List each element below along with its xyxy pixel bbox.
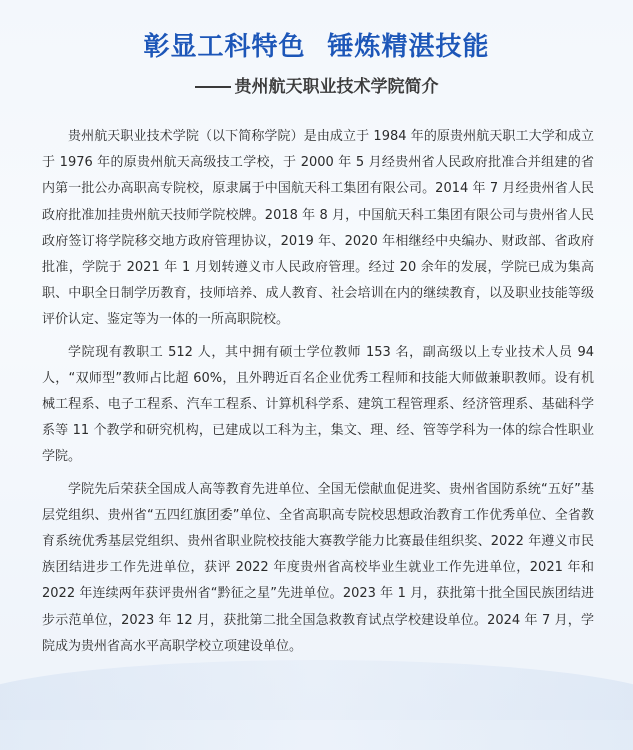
subtitle-dash-decoration (195, 86, 231, 88)
title-part-2: 锤炼精湛技能 (327, 32, 490, 62)
subtitle-text: 贵州航天职业技术学院简介 (234, 77, 439, 97)
decorative-wave-background (0, 660, 633, 750)
paragraph-2: 学院现有教职工 512 人，其中拥有硕士学位教师 153 名，副高级以上专业技术人员 94 人，“双师型”教师占比超 60%，且外聘近百名企业优秀工程师和技能大师做兼职教师。设有机械工程系、电子工程系、汽车工程系、计算机科学系、建筑工程管理系、经济管理系、基础科学系等 11 个教学和研究机构，已建成以工科为主，集文、理、经、管等学科为一体的综合性职业学院。 (42, 344, 594, 465)
page-title (0, 30, 633, 64)
title-part-1: 彰显工科特色 (143, 32, 306, 62)
paragraph-3: 学院先后荣获全国成人高等教育先进单位、全国无偿献血促进奖、贵州省国防系统“五好”基层党组织、贵州省“五四红旗团委”单位、全省高职高专院校思想政治教育工作优秀单位、全省教育系统优秀基层党组织、贵州省职业院校技能大赛教学能力比赛最佳组织奖、2022 年遵义市民族团结进步工作先进单位，获评 2022 年度贵州省高校毕业生就业工作先进单位，2021 年和 2022 年连续两年获评贵州省“黔征之星”先进单位。2023 年 1 月，获批第十批全国民族团结进步示范单位，2023 年 12 月，获批第二批全国急救教育试点学校建设单位。2024 年 7 月，学院成为贵州省高水平高职学校立项建设单位。 (42, 481, 594, 654)
article-body (42, 124, 594, 666)
paragraph-1: 贵州航天职业技术学院（以下简称学院）是由成立于 1984 年的原贵州航天职工大学和成立于 1976 年的原贵州航天高级技工学校，于 2000 年 5 月经贵州省人民政府批准合并组建的省内第一批公办高职高专院校，原隶属于中国航天科工集团有限公司。2014 年 7 月经贵州省人民政府批准加挂贵州航天技师学院校牌。2018 年 8 月，中国航天科工集团有限公司与贵州省人民政府签订将学院移交地方政府管理协议，2019 年、2020 年相继经中央编办、财政部、省政府批准，学院于 2021 年 1 月划转遵义市人民政府管理。经过 20 余年的发展，学院已成为集高职、中职全日制学历教育，技师培养、成人教育、社会培训在内的继续教育，以及职业技能等级评价认定、鉴定等为一体的一所高职院校。 (42, 129, 594, 328)
page-subtitle (0, 74, 633, 100)
